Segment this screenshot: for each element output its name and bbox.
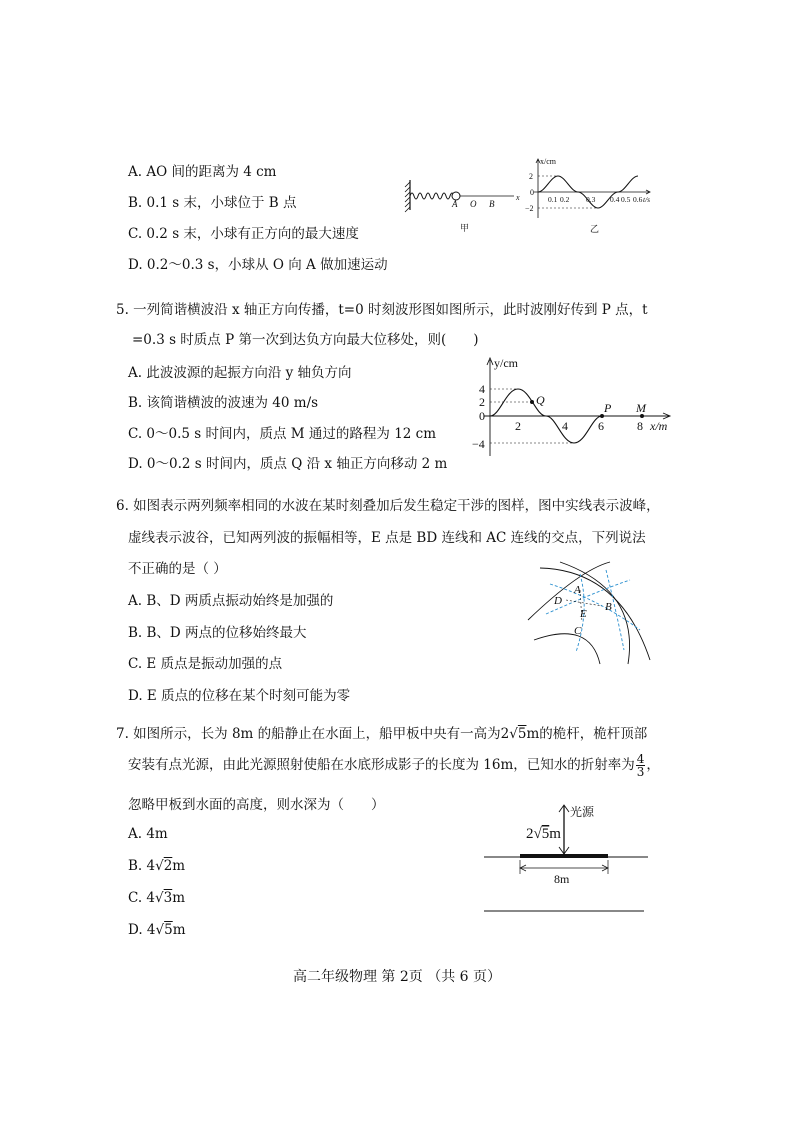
- osc-ytick-pos: 2: [529, 172, 533, 181]
- q4-option-b: B. 0.1 s 末，小球位于 B 点: [128, 195, 297, 211]
- q7-option-b: B. 4√2m: [128, 858, 186, 874]
- wave-xtick-6: 6: [598, 419, 604, 433]
- q7-stem-line1-post: m的桅杆，桅杆顶部: [526, 726, 648, 742]
- q7-option-d-unit: m: [172, 922, 186, 938]
- osc-xtick-1: 0.1: [548, 195, 558, 204]
- interference-label-c: C: [574, 625, 582, 637]
- q7-rad: 5: [517, 726, 527, 742]
- q7-option-d-pre: D. 4: [128, 922, 156, 938]
- q6-option-c: C. E 质点是振动加强的点: [128, 656, 283, 672]
- wave-graph: [470, 352, 680, 462]
- q5-option-b: B. 该简谐横波的波速为 40 m/s: [128, 395, 319, 411]
- boat-figure: [484, 800, 650, 916]
- q6-stem-line2: 虚线表示波谷，已知两列波的振幅相等，E 点是 BD 连线和 AC 连线的交点，下列说法: [128, 530, 646, 546]
- osc-xtick-4: 0.4: [610, 195, 620, 204]
- interference-figure: [520, 560, 660, 664]
- wave-label-m: M: [636, 401, 646, 415]
- q7-stem-line1-pre: 7. 如图所示，长为 8m 的船静止在水面上，船甲板中央有一高为: [116, 726, 501, 742]
- q7-stem-line2: [128, 753, 660, 778]
- spring-label-x: x: [516, 193, 520, 202]
- osc-ytick-neg: −2: [525, 204, 534, 213]
- q7-option-b-rad: 2: [163, 858, 173, 874]
- q7-option-b-unit: m: [172, 858, 186, 874]
- q4-option-a: A. AO 间的距离为 4 cm: [128, 164, 277, 180]
- wave-ytick-4: 4: [479, 382, 485, 396]
- q6-stem-line1: 6. 如图表示两列频率相同的水波在某时刻叠加后发生稳定干涉的图样，图中实线表示波峰，: [116, 498, 660, 514]
- q7-rad-coef: 2: [500, 726, 510, 742]
- wave-xtick-8: 8: [637, 419, 643, 433]
- q4-option-d: D. 0.2～0.3 s，小球从 O 向 A 做加速运动: [128, 257, 388, 273]
- wave-origin: 0: [479, 409, 485, 423]
- boat-height-rad: 5: [541, 826, 550, 842]
- q7-option-b-pre: B. 4: [128, 858, 156, 874]
- q7-stem-line2-pre: 安装有点光源，由此光源照射使船在水底形成影子的长度为 16m，已知水的折射率为: [128, 757, 635, 773]
- wave-xtick-4: 4: [562, 419, 568, 433]
- wave-ytick-2: 2: [479, 395, 485, 409]
- q7-option-d: D. 4√5m: [128, 922, 186, 938]
- q7-frac-num: 4: [636, 752, 645, 766]
- q5-stem-line1: 5. 一列简谐横波沿 x 轴正方向传播，t=0 时刻波形图如图所示，此时波刚好传到 P 点，t: [116, 302, 648, 318]
- q4-option-c: C. 0.2 s 末，小球有正方向的最大速度: [128, 226, 359, 242]
- wave-xtick-2: 2: [515, 419, 521, 433]
- q6-stem-line3: 不正确的是（ ）: [128, 561, 227, 577]
- boat-height-unit: m: [549, 826, 561, 842]
- spring-label-a: A: [452, 199, 458, 209]
- osc-xtick-3: 0.3: [586, 195, 596, 204]
- wave-label-q: Q: [536, 393, 545, 407]
- osc-xtick-5: 0.5: [621, 195, 631, 204]
- q7-option-a: A. 4m: [128, 826, 168, 842]
- q7-stem-line1: 7. 如图所示，长为 8m 的船静止在水面上，船甲板中央有一高为2√5m的桅杆，桅杆顶部: [116, 726, 648, 742]
- q6-option-a: A. B、D 两质点振动始终是加强的: [128, 593, 334, 609]
- boat-height-label: 2√5m: [526, 826, 561, 842]
- q5-option-a: A. 此波波源的起振方向沿 y 轴负方向: [128, 365, 352, 381]
- q7-refractive-index: [636, 753, 646, 778]
- q7-frac-den: 3: [636, 765, 645, 779]
- boat-length-label: 8m: [554, 872, 570, 886]
- q7-stem-line3: 忽略甲板到水面的高度，则水深为（ ）: [128, 797, 385, 813]
- q7-option-c: C. 4√3m: [128, 890, 186, 906]
- q5-stem-line2: =0.3 s 时质点 P 第一次到达负方向最大位移处，则( ): [132, 332, 479, 348]
- q7-option-d-rad: 5: [164, 922, 173, 938]
- spring-label-o: O: [470, 199, 477, 209]
- boat-light-label: 光源: [570, 805, 595, 819]
- q6-option-d: D. E 质点的位移在某个时刻可能为零: [128, 688, 351, 704]
- q5-option-c: C. 0～0.5 s 时间内，质点 M 通过的路程为 12 cm: [128, 426, 437, 442]
- interference-label-b: B: [605, 601, 612, 613]
- spring-figure: [404, 176, 534, 236]
- q7-option-c-unit: m: [172, 890, 186, 906]
- q6-option-b: B. B、D 两点的位移始终最大: [128, 625, 307, 641]
- wave-ytick-neg4: −4: [472, 437, 485, 451]
- wave-point-q: [530, 400, 534, 404]
- spring-label-b: B: [489, 199, 495, 209]
- osc-xtick-6: 0.6: [633, 195, 643, 204]
- osc-origin: 0: [530, 188, 534, 197]
- wave-label-p: P: [604, 401, 612, 415]
- q7-stem-line2-post: ，: [646, 757, 660, 773]
- wave-xunit: x/m: [650, 419, 668, 433]
- osc-caption: 乙: [590, 224, 600, 234]
- interference-label-e: E: [580, 608, 587, 620]
- interference-label-a: A: [574, 584, 581, 596]
- interference-label-d: D: [554, 595, 562, 607]
- osc-xunit: t/s: [643, 195, 651, 204]
- wave-ylabel: y/cm: [494, 356, 518, 370]
- osc-xtick-2: 0.2: [560, 195, 570, 204]
- boat-height-coef: 2: [526, 826, 534, 842]
- oscillation-graph: [524, 156, 664, 238]
- spring-caption: 甲: [460, 223, 470, 233]
- q5-option-d: D. 0～0.2 s 时间内，质点 Q 沿 x 轴正方向移动 2 m: [128, 456, 448, 472]
- q7-option-c-rad: 3: [163, 890, 173, 906]
- page-footer: 高二年级物理 第 2页 （共 6 页）: [292, 969, 502, 985]
- osc-ylabel: x/cm: [540, 157, 556, 166]
- q7-option-c-pre: C. 4: [128, 890, 156, 906]
